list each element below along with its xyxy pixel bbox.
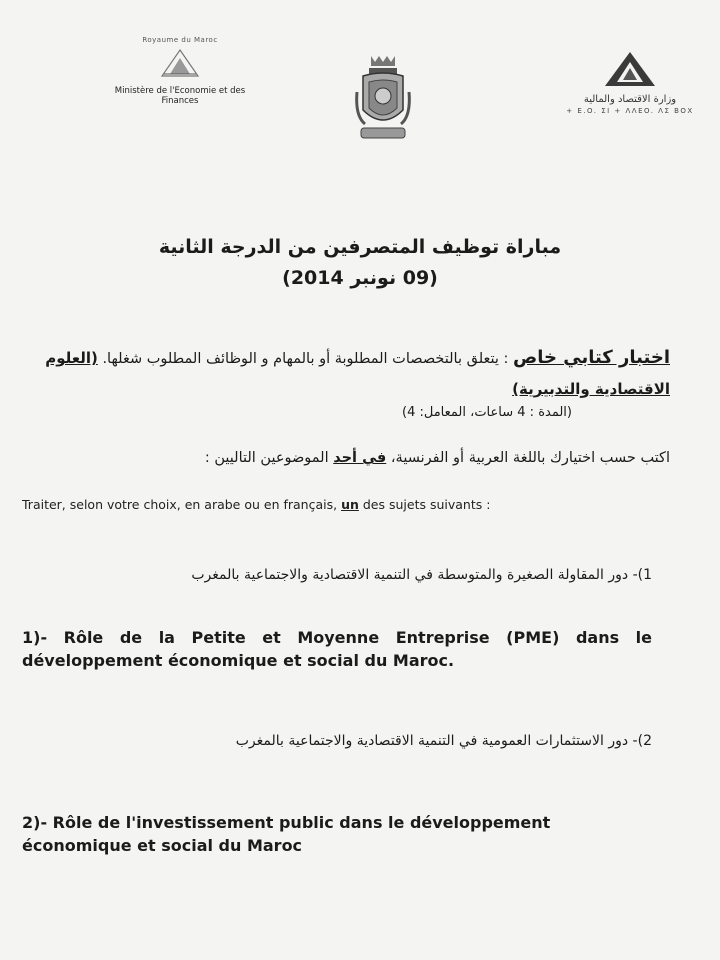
exam-type-label: اختبار كتابي خاص bbox=[513, 347, 670, 368]
header-left bbox=[100, 36, 260, 106]
question-1-arabic: 1)- دور المقاولة الصغيرة والمتوسطة في التنمية الاقتصادية والاجتماعية بالمغرب bbox=[191, 567, 652, 583]
arabic-instr-before: اكتب حسب اختيارك باللغة العربية أو الفرنسية، bbox=[390, 450, 670, 466]
kingdom-label: Royaume du Maroc bbox=[142, 36, 218, 44]
ministry-name: Ministère de l'Economie et des Finances bbox=[114, 86, 246, 106]
ministry-arabic-name: وزارة الاقتصاد والمالية bbox=[583, 94, 677, 105]
exam-specialty: (العلوم الاقتصادية والتدبيرية) bbox=[45, 349, 670, 398]
exam-date: (09 نونبر 2014) bbox=[282, 267, 438, 289]
exam-type-description: : يتعلق بالتخصصات المطلوبة أو بالمهام و الوظائف المطلوب شغلها. bbox=[102, 351, 509, 367]
header-right bbox=[555, 50, 705, 115]
french-instructions bbox=[22, 497, 582, 512]
ministry-logo-icon bbox=[160, 48, 200, 78]
arabic-instr-emphasis: في أحد bbox=[333, 450, 387, 466]
exam-description bbox=[40, 343, 670, 405]
exam-title: مباراة توظيف المتصرفين من الدرجة الثانية bbox=[158, 236, 562, 258]
arabic-instr-after: الموضوعين التاليين : bbox=[204, 450, 329, 466]
question-1-french: 1)- Rôle de la Petite et Moyenne Entreprise (PME) dans le développement économique et social du Maroc. bbox=[22, 628, 652, 670]
arabic-instructions bbox=[40, 450, 670, 466]
ministry-tifinagh-name: + E.O. ΣI + ΛΛEO. ΛΣ ΒΟΧ bbox=[566, 107, 694, 115]
question-2-french: 2)- Rôle de l'investissement public dans le développement économique et social du Maroc bbox=[22, 813, 551, 855]
royal-crest-icon bbox=[355, 52, 411, 144]
french-instr-after: des sujets suivants : bbox=[362, 497, 491, 512]
ministry-triangle-logo-icon bbox=[603, 50, 657, 88]
exam-duration: (المدة : 4 ساعات، المعامل: 4) bbox=[401, 405, 572, 420]
question-2-arabic: 2)- دور الاستثمارات العمومية في التنمية الاقتصادية والاجتماعية بالمغرب bbox=[235, 733, 652, 749]
french-instr-emphasis: un bbox=[341, 497, 359, 512]
french-instr-before: Traiter, selon votre choix, en arabe ou en français, bbox=[22, 497, 338, 512]
